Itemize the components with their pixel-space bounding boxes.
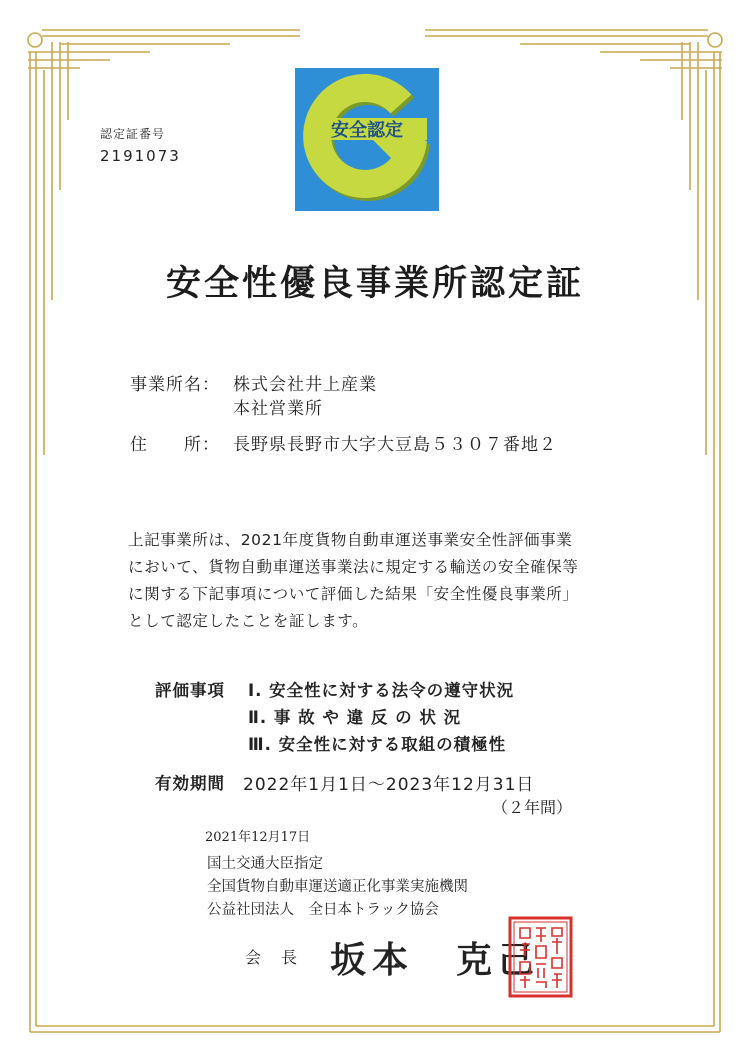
- page-title: 安全性優良事業所認定証: [165, 264, 584, 304]
- statement-paragraph: [128, 527, 618, 635]
- validity-label: 有効期間: [155, 774, 225, 793]
- certificate-number-label: 認定証番号: [100, 127, 166, 141]
- office-name-label: 事業所名：: [130, 375, 220, 395]
- issuer-block: [207, 853, 468, 922]
- address: 長野県長野市大字大豆島５３０７番地２: [233, 435, 557, 455]
- statement-line: に関する下記事項について評価した結果「安全性優良事業所」: [128, 585, 579, 603]
- issue-date: 2021年12月17日: [205, 830, 311, 845]
- official-seal-icon: [508, 916, 573, 998]
- statement-line: 上記事業所は、2021年度貨物自動車運送事業安全性評価事業: [128, 531, 573, 549]
- issuer-line: 公益社団法人 全日本トラック協会: [207, 902, 439, 918]
- statement-line: として認定したことを証します。: [128, 612, 369, 630]
- certificate-number: 2191073: [100, 147, 181, 165]
- office-name: 株式会社井上産業: [233, 375, 377, 395]
- signatory-name: 坂本 克己: [330, 939, 541, 981]
- statement-line: において、貨物自動車運送事業法に規定する輸送の安全確保等: [128, 558, 579, 576]
- evaluation-item: Ⅲ. 安全性に対する取組の積極性: [248, 735, 507, 754]
- logo-text: 安全認定: [331, 120, 403, 141]
- evaluation-label: 評価事項: [155, 681, 225, 700]
- issuer-line: 国土交通大臣指定: [207, 856, 323, 872]
- evaluation-item: Ⅰ. 安全性に対する法令の遵守状況: [248, 681, 515, 700]
- g-mark-icon: [295, 68, 439, 211]
- signatory-role: 会 長: [245, 948, 300, 967]
- office-branch: 本社営業所: [233, 399, 323, 419]
- issuer-line: 全国貨物自動車運送適正化事業実施機関: [207, 879, 468, 895]
- address-label: 住 所：: [130, 435, 220, 455]
- validity-duration: （２年間）: [492, 798, 573, 817]
- evaluation-item: Ⅱ. 事 故 や 違 反 の 状 況: [248, 708, 462, 727]
- validity-period: 2022年1月1日～2023年12月31日: [243, 775, 535, 795]
